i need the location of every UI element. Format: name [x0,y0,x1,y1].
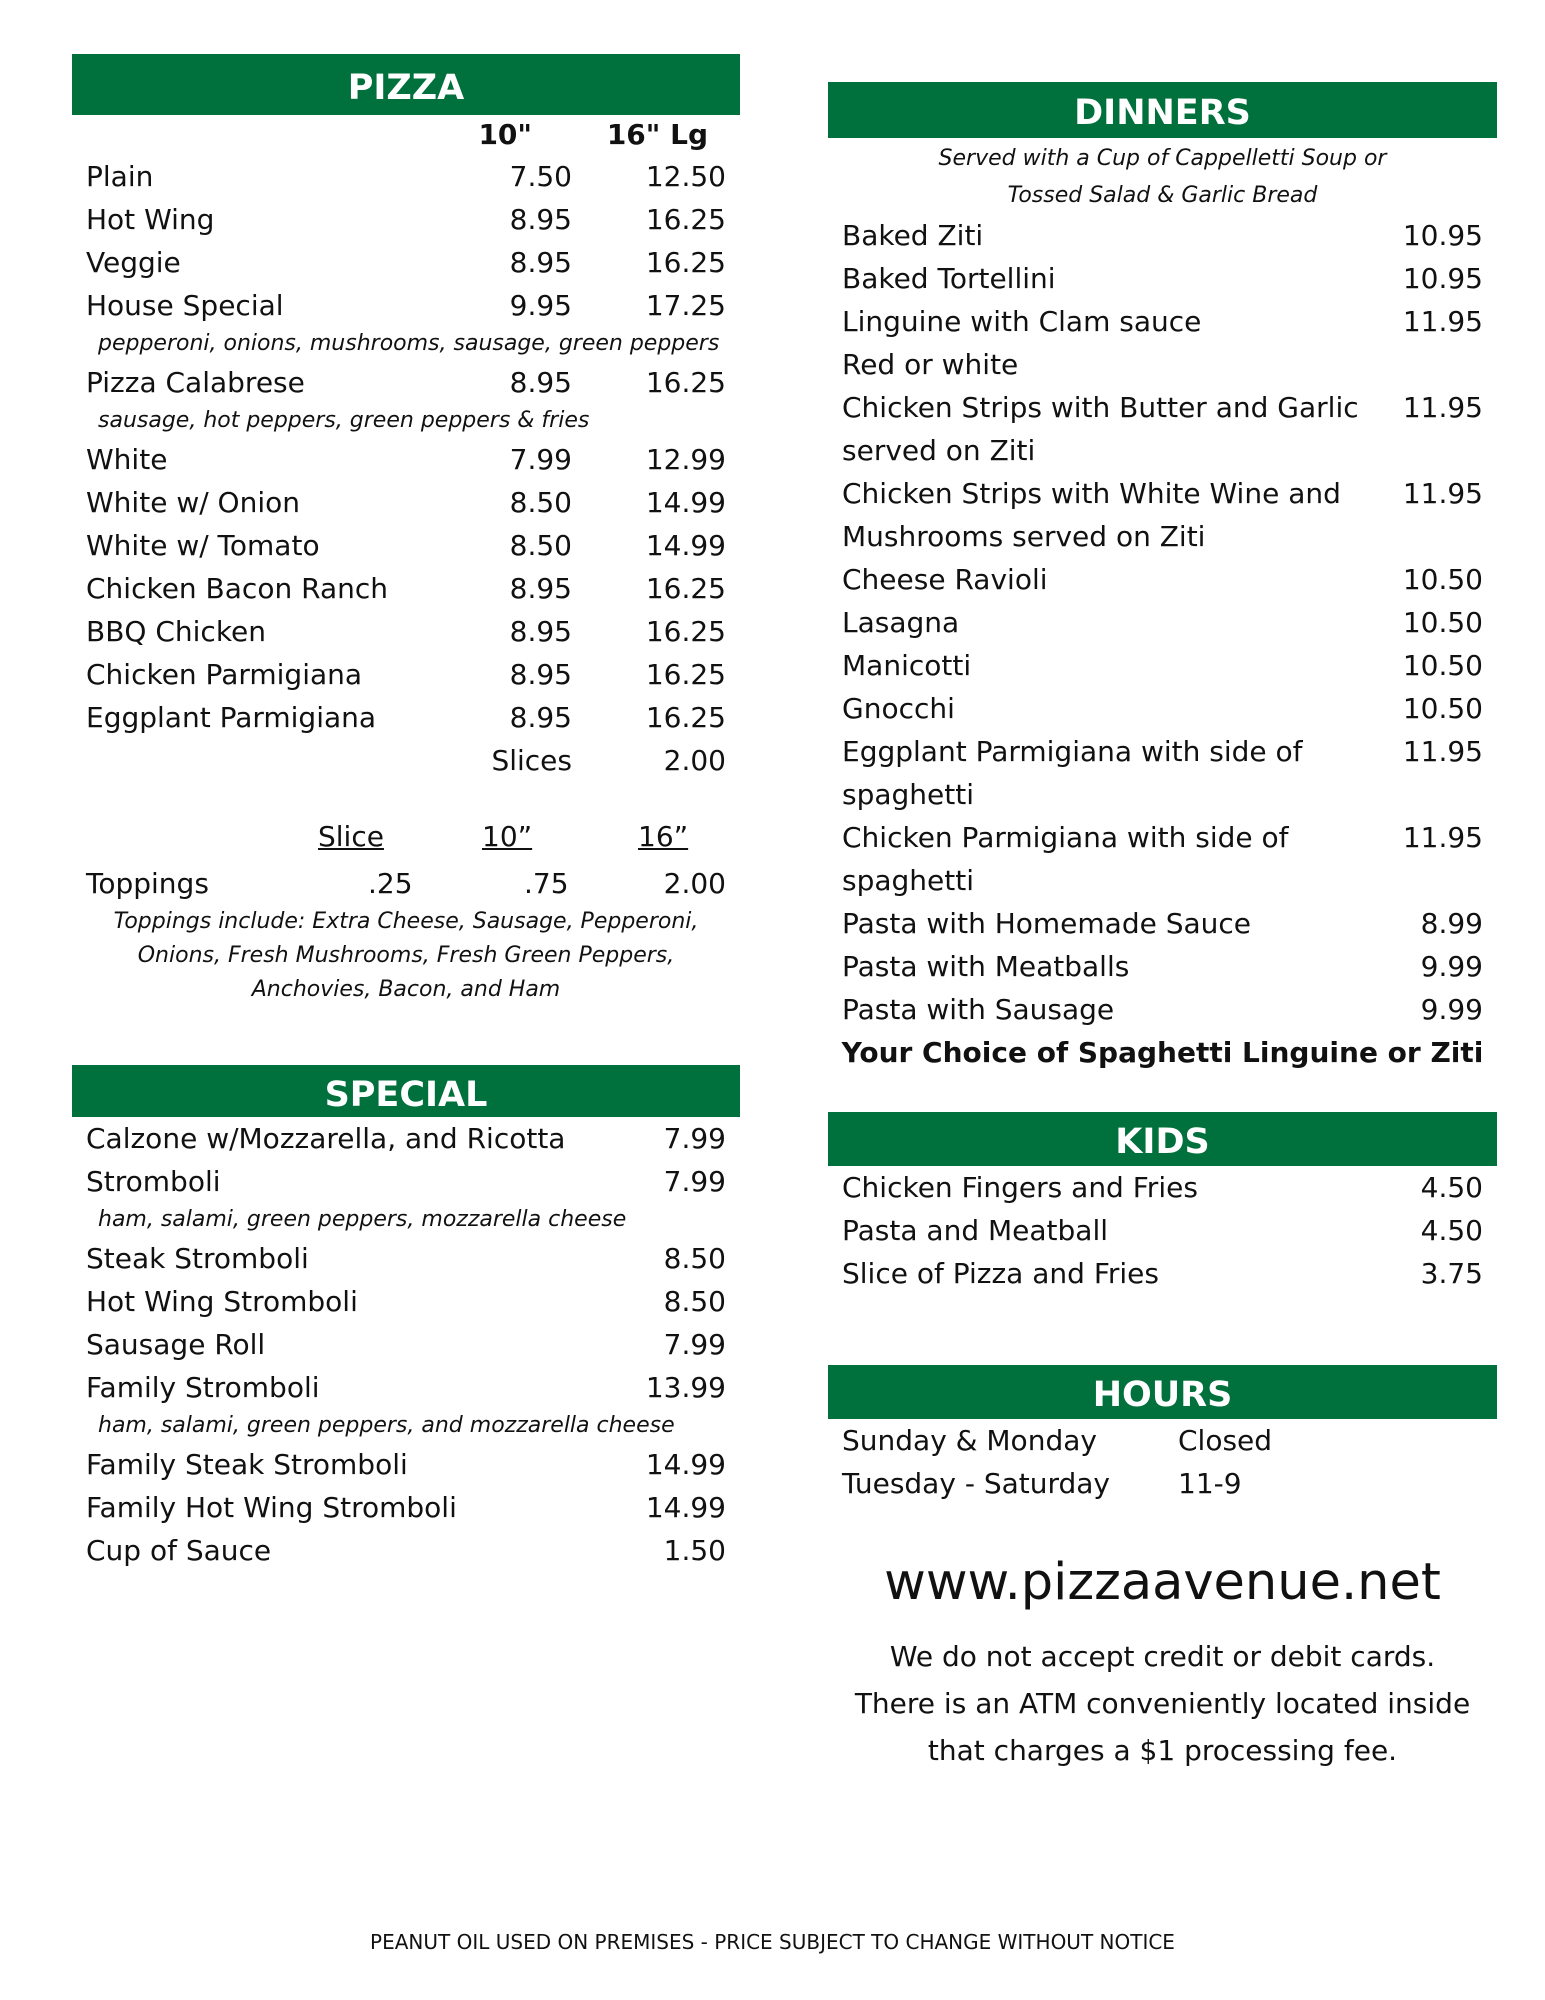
dinner-item: Pasta with Meatballs 9.99 [842,950,1483,983]
dinner-item: Chicken Parmigiana with side of spaghetti 11.95 [842,821,1483,897]
pizza-item: BBQ Chicken 8.95 16.25 [86,615,726,648]
hours-row: Tuesday - Saturday 11-9 [842,1467,1242,1500]
kids-item: Slice of Pizza and Fries 3.75 [842,1257,1483,1290]
pizza-header: PIZZA [72,54,740,115]
special-item: Family Stromboli 13.99 [86,1371,726,1404]
dinners-header: DINNERS [828,82,1497,138]
special-item: Calzone w/Mozzarella, and Ricotta 7.99 [86,1122,726,1155]
dinner-item: Chicken Strips with Butter and Garlic served on Ziti 11.95 [842,391,1483,467]
left-column [72,54,740,1572]
pizza-item: House Special 9.95 17.25 [86,289,726,322]
dinner-item: Pasta with Homemade Sauce 8.99 [842,907,1483,940]
dinner-item: Eggplant Parmigiana with side of spaghetti 11.95 [842,735,1483,811]
dinner-item: Baked Tortellini 10.95 [842,262,1483,295]
hours-row: Sunday & Monday Closed [842,1424,1273,1457]
hours-header: HOURS [828,1365,1497,1419]
family-stromboli-description: ham, salami, green peppers, and mozzarella cheese [98,1413,675,1438]
dinner-item: Pasta with Sausage 9.99 [842,993,1483,1026]
dinners-subtitle: Served with a Cup of Cappelletti Soup or Tossed Salad & Garlic Bread [938,146,1387,208]
dinner-item: Baked Ziti 10.95 [842,219,1483,252]
dinner-item: Manicotti 10.50 [842,649,1483,682]
pizza-item: White w/ Tomato 8.50 14.99 [86,529,726,562]
pizza-item: Eggplant Parmigiana 8.95 16.25 [86,701,726,734]
toppings-row: Toppings .25 .75 2.00 [86,867,726,900]
special-item: Family Steak Stromboli 14.99 [86,1448,726,1481]
right-column [828,82,1497,1774]
toppings-headers [72,820,740,862]
pizza-item: White w/ Onion 8.50 14.99 [86,486,726,519]
kids-item: Chicken Fingers and Fries 4.50 [842,1171,1483,1204]
slices-row: Slices 2.00 [491,744,726,777]
special-item: Family Hot Wing Stromboli 14.99 [86,1491,726,1524]
dinner-item: Linguine with Clam sauce Red or white 11.95 [842,305,1483,381]
pizza-item: White 7.99 12.99 [86,443,726,476]
size-16-header: 16" Lg [606,118,708,151]
kids-header: KIDS [828,1112,1497,1166]
toppings-note: Toppings include: Extra Cheese, Sausage, Pepperoni, Onions, Fresh Mushrooms, Fresh Green Peppers, Anchovies, Bacon, and Ham [113,909,699,1002]
kids-item: Pasta and Meatball 4.50 [842,1214,1483,1247]
dinner-item: Lasagna 10.50 [842,606,1483,639]
pizza-size-headers [72,115,740,155]
special-item: Hot Wing Stromboli 8.50 [86,1285,726,1318]
calabrese-description: sausage, hot peppers, green peppers & fries [98,408,590,433]
special-item: Steak Stromboli 8.50 [86,1242,726,1275]
pizza-item: Plain 7.50 12.50 [86,160,726,193]
pizza-item: Hot Wing 8.95 16.25 [86,203,726,236]
footer-disclaimer: PEANUT OIL USED ON PREMISES - PRICE SUBJECT TO CHANGE WITHOUT NOTICE [370,1930,1175,1954]
pizza-item: Chicken Parmigiana 8.95 16.25 [86,658,726,691]
pizza-item: Pizza Calabrese 8.95 16.25 [86,366,726,399]
dinner-item: Chicken Strips with White Wine and Mushrooms served on Ziti 11.95 [842,477,1483,553]
dinner-item: Cheese Ravioli 10.50 [842,563,1483,596]
website-link[interactable]: www.pizzaavenue.net [884,1553,1441,1612]
pizza-item: Chicken Bacon Ranch 8.95 16.25 [86,572,726,605]
special-header: SPECIAL [72,1065,740,1117]
payment-note: We do not accept credit or debit cards. There is an ATM conveniently located inside that charges a $1 processing fee. [854,1640,1471,1767]
dinner-item: Gnocchi 10.50 [842,692,1483,725]
size-10-header: 10" [478,118,532,151]
pasta-choice-note: Your Choice of Spaghetti Linguine or Ziti [841,1036,1484,1069]
pizza-item: Veggie 8.95 16.25 [86,246,726,279]
stromboli-description: ham, salami, green peppers, mozzarella cheese [98,1207,627,1232]
toppings-10-header: 10” [482,820,533,853]
house-special-description: pepperoni, onions, mushrooms, sausage, green peppers [98,331,720,356]
special-item: Cup of Sauce 1.50 [86,1534,726,1567]
special-item: Sausage Roll 7.99 [86,1328,726,1361]
toppings-slice-header: Slice [318,820,384,853]
toppings-16-header: 16” [638,820,689,853]
special-item: Stromboli 7.99 [86,1165,726,1198]
